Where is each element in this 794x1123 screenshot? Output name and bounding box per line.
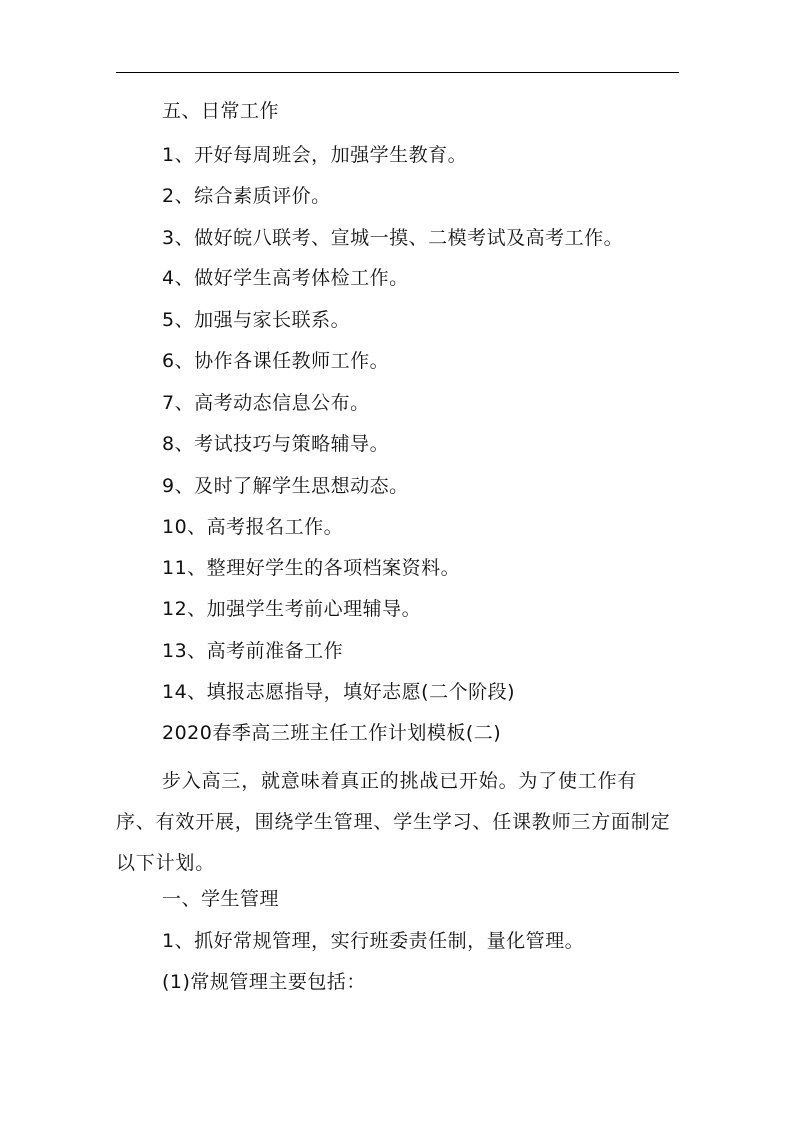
list-item: 4、做好学生高考体检工作。 (162, 267, 409, 289)
list-item: 5、加强与家长联系。 (162, 309, 351, 331)
list-item: 12、加强学生考前心理辅导。 (162, 598, 422, 620)
list-item: 13、高考前准备工作 (162, 640, 344, 662)
list-item: 1、抓好常规管理，实行班委责任制，量化管理。 (162, 930, 585, 952)
list-item: 3、做好皖八联考、宣城一摸、二模考试及高考工作。 (162, 227, 624, 249)
list-item: 7、高考动态信息公布。 (162, 392, 370, 414)
section-heading-student-management: 一、学生管理 (162, 888, 280, 910)
list-item: 6、协作各课任教师工作。 (162, 350, 390, 372)
section-heading-daily-work: 五、日常工作 (162, 100, 280, 122)
document-subtitle: 2020春季高三班主任工作计划模板(二) (162, 722, 502, 744)
list-item: 2、综合素质评价。 (162, 185, 331, 207)
list-item: 9、及时了解学生思想动态。 (162, 475, 409, 497)
list-item: 8、考试技巧与策略辅导。 (162, 433, 390, 455)
list-item: 1、开好每周班会，加强学生教育。 (162, 144, 468, 166)
list-item: 11、整理好学生的各项档案资料。 (162, 557, 461, 579)
list-item: 10、高考报名工作。 (162, 516, 344, 538)
intro-paragraph: 步入高三，就意味着真正的挑战已开始。为了使工作有序、有效开展，围绕学生管理、学生学习、任课教师三方面制定以下计划。 (116, 770, 671, 874)
list-item: 14、填报志愿指导，填好志愿(二个阶段) (162, 681, 516, 703)
header-rule (116, 72, 679, 73)
list-item: (1)常规管理主要包括： (162, 971, 366, 993)
